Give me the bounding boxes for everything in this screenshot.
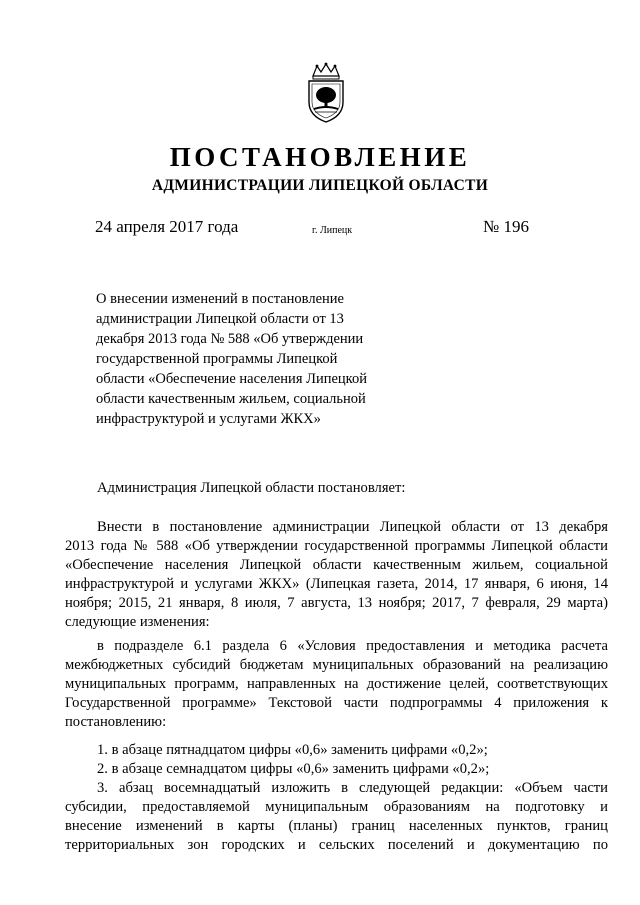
body-line: инфраструктурой и услугами ЖКХ» (Липецкая газета, 2014, 17 января, 6 июня, 14 xyxy=(65,576,608,592)
coat-of-arms-icon xyxy=(303,62,349,124)
document-date: 24 апреля 2017 года xyxy=(95,217,239,236)
body-line: муниципальных программ, направленных на достижение целей, соответствующих xyxy=(65,676,608,692)
intro-paragraph: Администрация Липецкой области постановляет: xyxy=(97,480,406,496)
document-city: г. Липецк xyxy=(312,225,353,236)
document-subject xyxy=(96,289,396,429)
subject-line: декабря 2013 года № 588 «Об утверждении xyxy=(96,331,364,347)
subject-line: области «Обеспечение населения Липецкой xyxy=(96,371,367,387)
document-title: ПОСТАНОВЛЕНИЕ xyxy=(169,142,471,172)
body-line: Государственной программе» Текстовой части подпрограммы 4 приложения к xyxy=(65,695,608,711)
list-item: 1. в абзаце пятнадцатом цифры «0,6» заменить цифрами «0,2»; xyxy=(97,742,488,758)
subject-line: О внесении изменений в постановление xyxy=(96,291,344,307)
body-line: межбюджетных субсидий бюджетам муниципальных образований на реализацию xyxy=(65,657,608,673)
list-item: 2. в абзаце семнадцатом цифры «0,6» заменить цифрами «0,2»; xyxy=(97,761,490,777)
body-line: субсидии, предоставляемой муниципальным образованиям на подготовку и xyxy=(65,799,608,815)
subject-line: инфраструктурой и услугами ЖКХ» xyxy=(96,411,321,427)
body-line: ноября; 2015, 21 января, 8 июля, 7 августа, 13 ноября; 2017, 7 февраля, 29 марта) xyxy=(65,595,608,611)
body-line: «Обеспечение населения Липецкой области качественным жильем, социальной xyxy=(65,557,608,573)
body-line: постановлению: xyxy=(65,714,167,730)
subject-line: государственной программы Липецкой xyxy=(96,351,338,367)
subject-line: области качественным жильем, социальной xyxy=(96,391,366,407)
body-line: 2013 года № 588 «Об утверждении государственной программы Липецкой области xyxy=(65,538,608,554)
body-line: в подразделе 6.1 раздела 6 «Условия предоставления и методика расчета xyxy=(97,638,608,654)
subject-line: администрации Липецкой области от 13 xyxy=(96,311,344,327)
body-line: территориальных зон городских и сельских поселений и документацию по xyxy=(65,837,608,853)
body-line: внесение изменений в карты (планы) границ населенных пунктов, границ xyxy=(65,818,608,834)
body-line: следующие изменения: xyxy=(65,614,210,630)
body-line: Внести в постановление администрации Липецкой области от 13 декабря xyxy=(97,519,608,535)
issuing-authority: АДМИНИСТРАЦИИ ЛИПЕЦКОЙ ОБЛАСТИ xyxy=(151,177,489,194)
document-number: № 196 xyxy=(483,217,529,236)
list-item: 3. абзац восемнадцатый изложить в следующей редакции: «Объем части xyxy=(97,780,608,796)
